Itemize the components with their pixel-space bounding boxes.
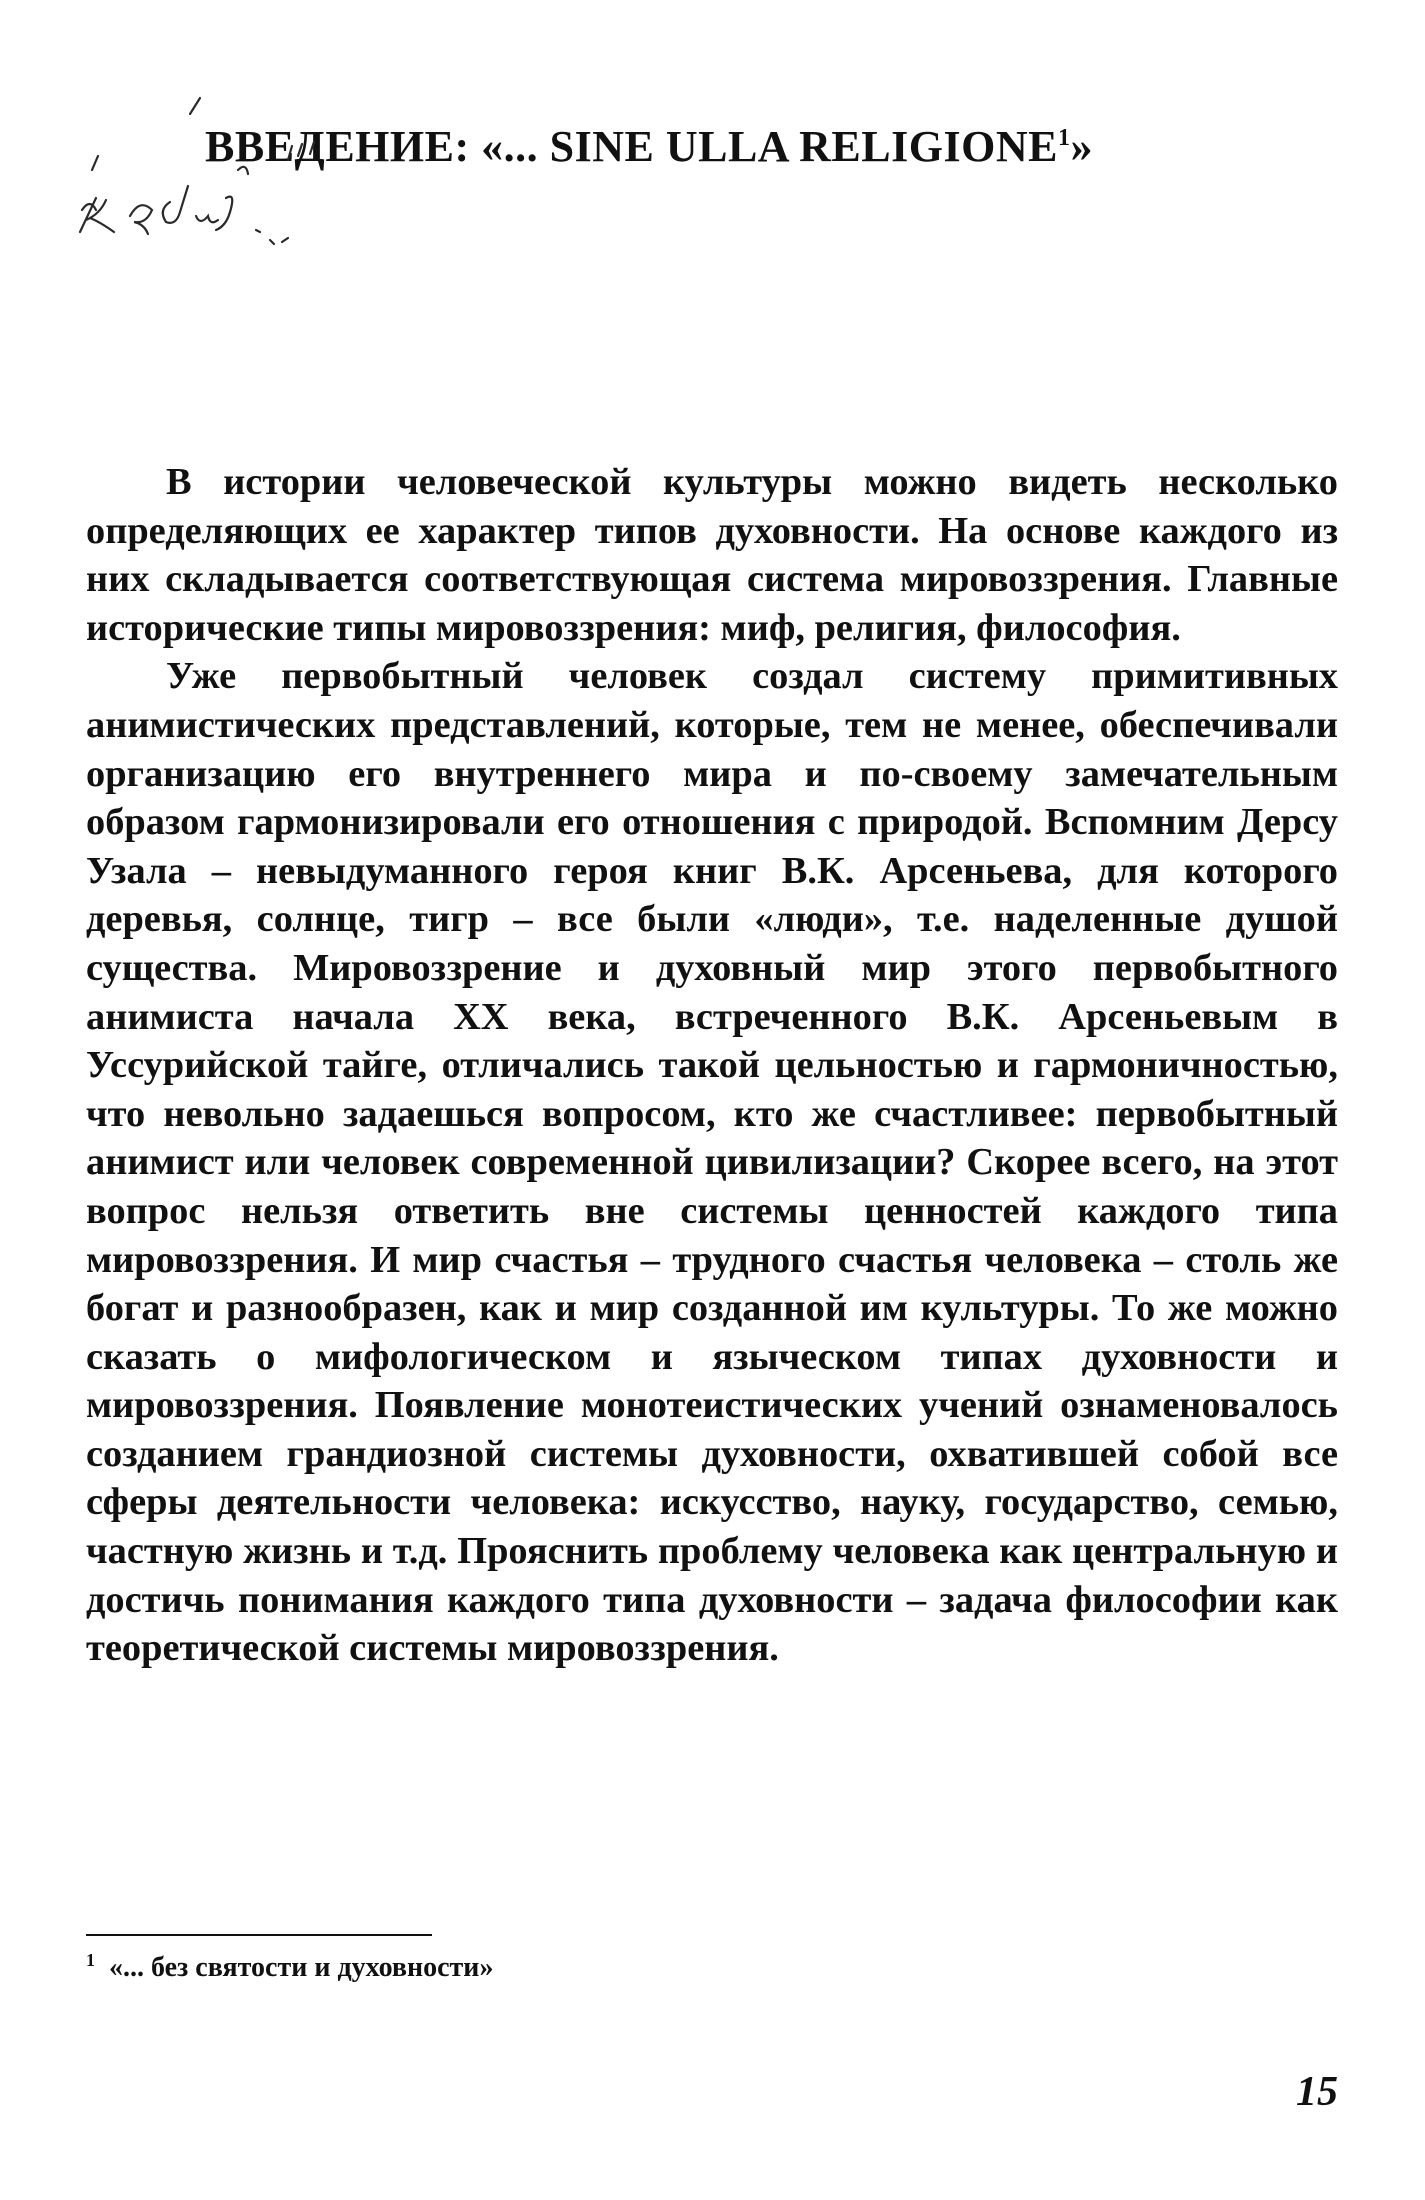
heading-text: ВВЕДЕНИЕ: «... SINE ULLA RELIGIONE xyxy=(205,122,1058,172)
page-number: 15 xyxy=(1296,2069,1338,2115)
heading-closing-quote: » xyxy=(1070,122,1093,172)
handwritten-annotation-icon xyxy=(70,90,390,270)
paragraph: Уже первобытный человек создал систему примитивных анимистических представлений, которые, тем не менее, обеспечивали организацию его внутреннего мира и по-своему замечательным образом гармонизировали его отношения с природой. Вспомним Дерсу Узала – невыдуманного героя книг В.К. Арсеньева, для которого деревья, солнце, тигр – все были «люди», т.е. наделенные душой существа. Мировоззрение и духовный мир этого первобытного анимиста начала XX века, встреченного В.К. Арсеньевым в Уссурийской тайге, отличались такой цельностью и гармоничностью, что невольно задаешься вопросом, кто же счастливее: первобытный анимист или человек современной цивилизации? Скорее всего, на этот вопрос нельзя ответить вне системы ценностей каждого типа мировоззрения. И мир счастья – трудного счастья человека – столь же богат и разнообразен, как и мир созданной им культуры. То же можно сказать о мифологическом и языческом типах духовности и мировоззрения. Появление монотеистических учений ознаменовалось созданием грандиозной системы духовности, охватившей собой все сферы деятельности человека: искусство, науку, государство, семью, частную жизнь и т.д. Прояснить проблему человека как центральную и достичь понимания каждого типа духовности – задача философии как теоретической системы мировоззрения. xyxy=(86,655,1338,1670)
paragraph: В истории человеческой культуры можно видеть несколько определяющих ее характер типов духовности. На основе каждого из них складывается соответствующая система мировоззрения. Главные исторические типы мировоззрения: миф, религия, философия. xyxy=(86,461,1338,649)
footnote-text: «... без святости и духовности» xyxy=(109,1952,494,1983)
footnote-mark: 1 xyxy=(86,1950,95,1970)
heading-footnote-mark: 1 xyxy=(1057,125,1071,152)
footnote xyxy=(86,1950,493,1984)
footnote-divider xyxy=(86,1934,432,1936)
body-text xyxy=(86,458,1338,1673)
